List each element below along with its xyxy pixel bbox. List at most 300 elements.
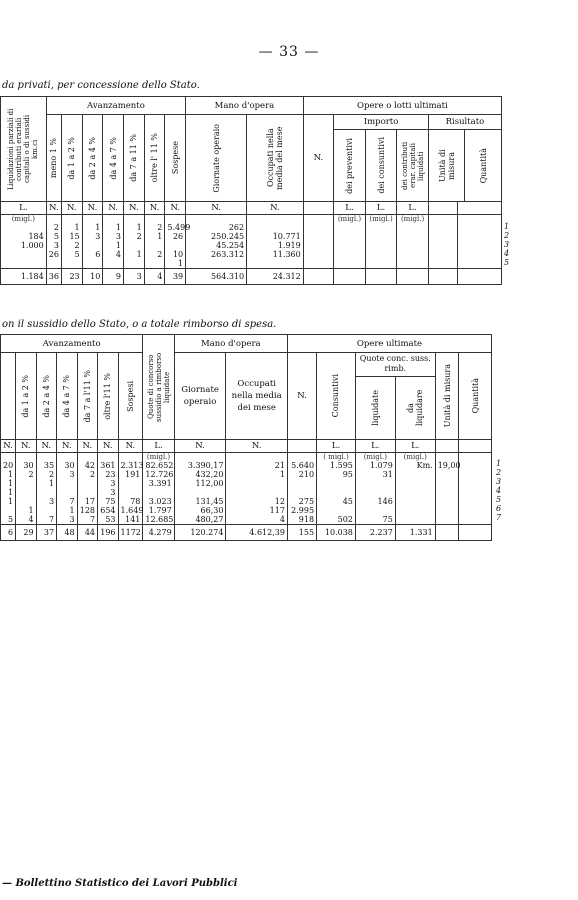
data-cell: 1.797 xyxy=(143,506,174,515)
total-cell: 120.274 xyxy=(174,525,226,541)
col-da-7-a-11-b: da 7 a l'11 % xyxy=(77,353,97,440)
total-row xyxy=(1,269,502,285)
unit-cell: L. xyxy=(143,440,174,453)
unit-cell xyxy=(287,440,316,453)
table-private-concession xyxy=(0,96,502,285)
migl-cell xyxy=(144,215,165,224)
total-cell: 1.184 xyxy=(1,269,47,285)
total-cell: 23 xyxy=(61,269,82,285)
data-cell xyxy=(395,506,435,515)
data-cell xyxy=(16,488,36,497)
data-cell: 1.595 xyxy=(317,461,356,470)
data-cell xyxy=(397,259,429,269)
data-cell xyxy=(334,259,366,269)
data-cell: 1 xyxy=(36,479,56,488)
col-liquidate: liquidate xyxy=(370,390,380,426)
data-cell: 2 xyxy=(144,250,165,259)
table-row xyxy=(1,479,492,488)
unit-cell: N. xyxy=(46,202,61,215)
table-body-2 xyxy=(1,461,492,525)
unit-cell xyxy=(458,202,502,215)
migl-cell: (migl.) xyxy=(334,215,366,224)
unit-cell: N. xyxy=(98,440,118,453)
data-cell: 3 xyxy=(57,515,77,525)
data-cell: 26 xyxy=(165,232,186,241)
data-cell: 2.313 xyxy=(118,461,143,470)
footer: — Bollettino Statistico dei Lavori Pubblici xyxy=(2,878,238,889)
data-cell: 4 xyxy=(16,515,36,525)
col-liquidazioni: Liquidazioni parziali di contributi erariali capitali o di sussidi km.ci xyxy=(1,97,47,202)
data-cell: 262 xyxy=(186,223,247,232)
data-cell xyxy=(61,259,82,269)
row-number: 3 xyxy=(496,477,502,486)
data-cell xyxy=(395,497,435,506)
total-cell: 9 xyxy=(103,269,124,285)
col-occupati-2: Occupati nella media dei mese xyxy=(226,353,287,440)
data-cell xyxy=(459,461,492,470)
data-cell xyxy=(82,241,103,250)
unit-cell: N. xyxy=(174,440,226,453)
header-mano-opera: Mano d'opera xyxy=(186,97,304,115)
data-cell xyxy=(459,506,492,515)
migl-cell xyxy=(82,215,103,224)
data-cell xyxy=(36,506,56,515)
data-cell: 35 xyxy=(36,461,56,470)
migl-cell: (migl.) xyxy=(397,215,429,224)
total-cell: 4 xyxy=(144,269,165,285)
total-cell: 564.310 xyxy=(186,269,247,285)
total-cell: 37 xyxy=(36,525,56,541)
data-cell xyxy=(143,488,174,497)
data-cell xyxy=(459,488,492,497)
data-cell xyxy=(1,259,47,269)
data-cell: 42 xyxy=(77,461,97,470)
data-cell xyxy=(174,488,226,497)
migl-cell: (migl.) xyxy=(143,453,174,462)
unit-cell: N. xyxy=(226,440,287,453)
table-row xyxy=(1,259,502,269)
data-cell: 15 xyxy=(61,232,82,241)
total-cell: 10 xyxy=(82,269,103,285)
migl-cell xyxy=(458,215,502,224)
data-cell xyxy=(397,250,429,259)
data-cell: 112,00 xyxy=(174,479,226,488)
data-cell xyxy=(1,223,47,232)
data-cell: 918 xyxy=(287,515,316,525)
data-cell xyxy=(428,223,457,232)
data-cell: 210 xyxy=(287,470,316,479)
unit-cell xyxy=(435,440,459,453)
unit-cell: N. xyxy=(124,202,145,215)
section2-caption: on il sussidio dello Stato, o a totale rimborso di spesa. xyxy=(2,319,277,330)
unit-cell: N. xyxy=(36,440,56,453)
total-cell: 6 xyxy=(1,525,16,541)
data-cell xyxy=(395,488,435,497)
data-cell: 1.000 xyxy=(1,241,47,250)
total-cell: 44 xyxy=(77,525,97,541)
migl-cell xyxy=(36,453,56,462)
data-cell: 2 xyxy=(124,232,145,241)
data-cell xyxy=(303,259,333,269)
total-cell: 2.237 xyxy=(355,525,395,541)
data-cell: 2 xyxy=(77,470,97,479)
data-cell: 128 xyxy=(77,506,97,515)
data-cell xyxy=(458,223,502,232)
migl-row-2 xyxy=(1,453,492,462)
table-row xyxy=(1,232,502,241)
data-cell xyxy=(428,259,457,269)
unit-cell: N. xyxy=(165,202,186,215)
row-numbers xyxy=(504,222,524,267)
data-cell: 1 xyxy=(103,241,124,250)
unit-cell: N. xyxy=(186,202,247,215)
data-cell: 1 xyxy=(124,223,145,232)
data-cell xyxy=(365,232,397,241)
data-cell: 131,45 xyxy=(174,497,226,506)
row-number: 3 xyxy=(504,240,510,249)
total-cell: 48 xyxy=(57,525,77,541)
row-number: 5 xyxy=(504,258,510,267)
total-cell xyxy=(303,269,333,285)
data-cell xyxy=(395,470,435,479)
migl-cell: (migl.) xyxy=(365,215,397,224)
table-row xyxy=(1,497,492,506)
data-cell: 23 xyxy=(98,470,118,479)
unit-cell: N. xyxy=(57,440,77,453)
data-cell xyxy=(317,506,356,515)
data-cell xyxy=(334,241,366,250)
data-cell xyxy=(365,259,397,269)
header-avanzamento: Avanzamento xyxy=(46,97,185,115)
total-cell xyxy=(397,269,429,285)
group-quote-conc: Quote conc. suss. rimb. liquidate da liquidare xyxy=(355,353,435,440)
unit-cell: N. xyxy=(1,440,16,453)
data-cell: 141 xyxy=(118,515,143,525)
data-cell: 12.685 xyxy=(143,515,174,525)
data-cell: 3.390,17 xyxy=(174,461,226,470)
data-cell xyxy=(397,232,429,241)
data-cell xyxy=(355,488,395,497)
unit-cell: N. xyxy=(61,202,82,215)
data-cell xyxy=(365,250,397,259)
table-row xyxy=(1,488,492,497)
data-cell: 3 xyxy=(36,497,56,506)
data-cell: 11.360 xyxy=(247,250,304,259)
col-meno-1: meno 1 % xyxy=(46,115,61,202)
unit-cell: N. xyxy=(247,202,304,215)
data-cell: 1 xyxy=(124,250,145,259)
col-oltre-11-b: oltre l'11 % xyxy=(98,353,118,440)
data-cell: 3 xyxy=(103,232,124,241)
data-cell: 3.391 xyxy=(143,479,174,488)
data-cell xyxy=(82,259,103,269)
row-number: 1 xyxy=(496,459,502,468)
total-cell: 24.312 xyxy=(247,269,304,285)
data-cell: 1 xyxy=(1,497,16,506)
data-cell xyxy=(303,232,333,241)
data-cell xyxy=(124,259,145,269)
col-da-7-a-11: da 7 a 11 % xyxy=(124,115,145,202)
total-cell: 4.279 xyxy=(143,525,174,541)
data-cell xyxy=(247,259,304,269)
data-cell: 3 xyxy=(98,479,118,488)
total-row-2 xyxy=(1,525,492,541)
data-cell: 502 xyxy=(317,515,356,525)
data-cell xyxy=(435,506,459,515)
col-n: N. xyxy=(303,115,333,202)
total-cell: 1.331 xyxy=(395,525,435,541)
data-cell: 2 xyxy=(144,223,165,232)
data-cell xyxy=(144,259,165,269)
unit-cell: N. xyxy=(144,202,165,215)
data-cell: 21 xyxy=(226,461,287,470)
data-cell xyxy=(57,479,77,488)
data-cell xyxy=(226,488,287,497)
data-cell xyxy=(226,479,287,488)
data-cell xyxy=(334,232,366,241)
data-cell: 3 xyxy=(57,470,77,479)
row-number: 6 xyxy=(496,504,502,513)
col-contributi-liquidati: dei contributi erar. capitali liquidati xyxy=(400,141,425,190)
data-cell: Km. xyxy=(395,461,435,470)
data-cell xyxy=(303,250,333,259)
data-cell xyxy=(118,479,143,488)
col-da-2-a-4-b: da 2 a 4 % xyxy=(36,353,56,440)
data-cell: 1 xyxy=(82,223,103,232)
data-cell: 5.499 xyxy=(165,223,186,232)
table-state-subsidy xyxy=(0,334,492,541)
migl-cell xyxy=(435,453,459,462)
migl-cell xyxy=(61,215,82,224)
data-cell: 6 xyxy=(82,250,103,259)
table-row xyxy=(1,506,492,515)
migl-cell xyxy=(46,215,61,224)
data-cell xyxy=(144,241,165,250)
data-cell xyxy=(77,488,97,497)
data-cell xyxy=(459,515,492,525)
data-cell xyxy=(397,241,429,250)
data-cell xyxy=(36,488,56,497)
col-occupati: Occupati nella media del mese xyxy=(247,115,304,202)
migl-cell xyxy=(118,453,143,462)
data-cell: 3 xyxy=(98,488,118,497)
data-cell xyxy=(165,241,186,250)
total-cell: 155 xyxy=(287,525,316,541)
data-cell: 12 xyxy=(226,497,287,506)
data-cell xyxy=(428,232,457,241)
unit-cell: N. xyxy=(77,440,97,453)
migl-cell xyxy=(303,215,333,224)
header-opere-ultimate: Opere ultimate xyxy=(287,335,491,353)
col-consuntivi: dei consuntivi xyxy=(376,137,386,194)
unit-cell: L. xyxy=(395,440,435,453)
data-cell: 7 xyxy=(36,515,56,525)
data-cell: 3.023 xyxy=(143,497,174,506)
data-cell xyxy=(459,479,492,488)
data-cell: 5 xyxy=(1,515,16,525)
migl-cell: (migl.) xyxy=(1,215,47,224)
data-cell: 31 xyxy=(355,470,395,479)
total-cell xyxy=(459,525,492,541)
unit-cell xyxy=(428,202,457,215)
col-oltre-11: oltre l' 11 % xyxy=(144,115,165,202)
data-cell: 1 xyxy=(165,259,186,269)
data-cell: 1 xyxy=(16,506,36,515)
data-cell: 53 xyxy=(98,515,118,525)
col-da-1-a-2: da 1 a 2 % xyxy=(61,115,82,202)
header-opere-lotti: Opere o lotti ultimati xyxy=(303,97,501,115)
data-cell: 2.995 xyxy=(287,506,316,515)
total-cell: 196 xyxy=(98,525,118,541)
col-sospese: Sospese xyxy=(165,115,186,202)
col-unita-misura-2: Unità di misura xyxy=(435,353,459,440)
data-cell xyxy=(435,479,459,488)
data-cell: 2 xyxy=(46,223,61,232)
units-row-2 xyxy=(1,440,492,453)
data-cell: 5.640 xyxy=(287,461,316,470)
data-cell: 30 xyxy=(16,461,36,470)
data-cell xyxy=(16,479,36,488)
data-cell: 78 xyxy=(118,497,143,506)
data-cell: 20 xyxy=(1,461,16,470)
migl-cell xyxy=(165,215,186,224)
data-cell xyxy=(317,488,356,497)
migl-cell xyxy=(103,215,124,224)
unit-cell xyxy=(459,440,492,453)
data-cell: 10.771 xyxy=(247,232,304,241)
data-cell xyxy=(303,223,333,232)
data-cell xyxy=(458,259,502,269)
data-cell xyxy=(124,241,145,250)
total-cell: 36 xyxy=(46,269,61,285)
data-cell: 5 xyxy=(46,232,61,241)
data-cell: 1 xyxy=(226,470,287,479)
col-consuntivi-2: Consuntivi xyxy=(317,353,356,440)
total-cell: 1172 xyxy=(118,525,143,541)
data-cell: 1 xyxy=(61,223,82,232)
data-cell: 1.649 xyxy=(118,506,143,515)
data-cell xyxy=(118,488,143,497)
table-row xyxy=(1,515,492,525)
total-cell: 29 xyxy=(16,525,36,541)
data-cell: 7 xyxy=(57,497,77,506)
col-da-2-a-4: da 2 a 4 % xyxy=(82,115,103,202)
data-cell: 5 xyxy=(61,250,82,259)
data-cell: 66,30 xyxy=(174,506,226,515)
data-cell: 75 xyxy=(355,515,395,525)
data-cell xyxy=(397,223,429,232)
unit-cell: L. xyxy=(1,202,47,215)
data-cell: 1 xyxy=(144,232,165,241)
data-cell: 263.312 xyxy=(186,250,247,259)
migl-cell xyxy=(226,453,287,462)
total-cell xyxy=(334,269,366,285)
table-row xyxy=(1,461,492,470)
header-mano-opera-2: Mano d'opera xyxy=(174,335,287,353)
row-number: 4 xyxy=(504,249,510,258)
data-cell xyxy=(435,497,459,506)
migl-cell xyxy=(124,215,145,224)
migl-cell: (migl.) xyxy=(355,453,395,462)
data-cell xyxy=(57,488,77,497)
col-quantita-2: Quantità xyxy=(459,353,492,440)
data-cell: 1 xyxy=(1,488,16,497)
data-cell: 2 xyxy=(36,470,56,479)
data-cell xyxy=(16,497,36,506)
data-cell: 1 xyxy=(57,506,77,515)
data-cell xyxy=(186,259,247,269)
data-cell: 4 xyxy=(103,250,124,259)
data-cell: 250.245 xyxy=(186,232,247,241)
data-cell: 4 xyxy=(226,515,287,525)
unit-cell: N. xyxy=(16,440,36,453)
col-da-4-a-7: da 4 a 7 % xyxy=(103,115,124,202)
data-cell: 17 xyxy=(77,497,97,506)
migl-cell: ( migl.) xyxy=(317,453,356,462)
migl-cell xyxy=(1,453,16,462)
data-cell: 3 xyxy=(46,241,61,250)
col-n-2: N. xyxy=(287,353,316,440)
data-cell xyxy=(334,250,366,259)
data-cell: 12.726 xyxy=(143,470,174,479)
total-cell xyxy=(458,269,502,285)
units-row xyxy=(1,202,502,215)
data-cell xyxy=(355,479,395,488)
migl-cell xyxy=(186,215,247,224)
total-cell: 10.038 xyxy=(317,525,356,541)
unit-cell: L. xyxy=(397,202,429,215)
unit-cell xyxy=(303,202,333,215)
group-risultato: Risultato Unità di misura Quantità xyxy=(428,115,501,202)
table-row xyxy=(1,470,492,479)
col-preventivi: dei preventivi xyxy=(344,137,354,194)
col-da-1-a-2-b: da 1 a 2 % xyxy=(16,353,36,440)
unit-cell: N. xyxy=(82,202,103,215)
data-cell xyxy=(103,259,124,269)
row-number: 7 xyxy=(496,513,502,522)
total-cell: 39 xyxy=(165,269,186,285)
data-cell xyxy=(365,241,397,250)
unit-cell: L. xyxy=(334,202,366,215)
col-sospesi: Sospesi xyxy=(118,353,143,440)
data-cell: 3 xyxy=(82,232,103,241)
col-quantita: Quantità xyxy=(478,147,488,184)
data-cell: 1.919 xyxy=(247,241,304,250)
data-cell xyxy=(287,479,316,488)
migl-cell xyxy=(459,453,492,462)
data-cell: 30 xyxy=(57,461,77,470)
total-cell xyxy=(435,525,459,541)
col-da-liquidare: da liquidare xyxy=(406,389,425,427)
migl-cell xyxy=(57,453,77,462)
data-cell: 7 xyxy=(77,515,97,525)
data-cell: 2 xyxy=(61,241,82,250)
data-cell xyxy=(317,479,356,488)
table-row xyxy=(1,241,502,250)
unit-cell: N. xyxy=(118,440,143,453)
row-number: 4 xyxy=(496,486,502,495)
data-cell xyxy=(435,488,459,497)
col-giornate-operaio: Giornate operaio xyxy=(186,115,247,202)
data-cell: 2 xyxy=(16,470,36,479)
data-cell xyxy=(435,515,459,525)
data-cell: 654 xyxy=(98,506,118,515)
data-cell xyxy=(395,515,435,525)
data-cell xyxy=(459,470,492,479)
total-cell: 3 xyxy=(124,269,145,285)
data-cell xyxy=(1,250,47,259)
unit-cell: N. xyxy=(103,202,124,215)
